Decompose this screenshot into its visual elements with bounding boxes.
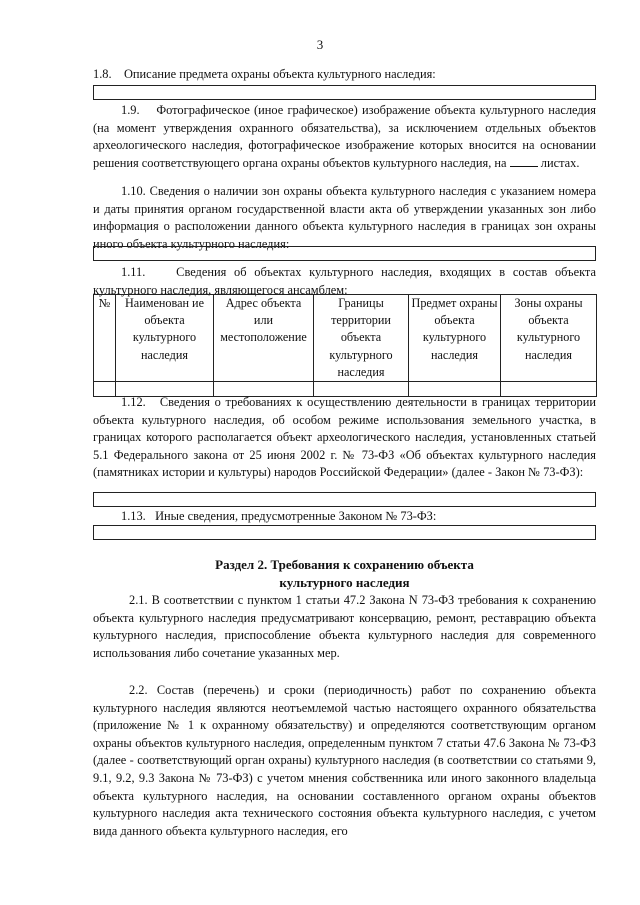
item-1-9-text: [93, 102, 596, 172]
col-header-address: Адрес объекта или местоположение: [214, 295, 314, 382]
col-header-number: №: [94, 295, 116, 382]
col-header-zones: Зоны охраны объекта культурного наследия: [501, 295, 597, 382]
item-1-9-text-b: листах.: [540, 155, 580, 170]
item-1-13-text: 1.13. Иные сведения, предусмотренные Законом № 73-ФЗ:: [121, 509, 437, 523]
item-1-9-text-a: 1.9. Фотографическое (иное графическое) изображение объекта культурного наследия (на момент утверждения охранного обязательства), за исключением отдельных объектов археологического наследия, фотографическое изображение которых вносится на основании решения соответствующего органа охраны объектов культурного наследия, на: [93, 103, 596, 170]
ensemble-objects-table: [93, 294, 597, 397]
item-1-8-text: 1.8. Описание предмета охраны объекта культурного наследия:: [93, 67, 436, 81]
item-1-10-text: 1.10. Сведения о наличии зон охраны объекта культурного наследия с указанием номера и даты принятия органом государственной власти акта об утверждении указанных зон либо информация о расположении данного объекта культурного наследия в границах зон охраны иного объекта культурного наследия:: [93, 184, 596, 251]
table-header-row: [94, 295, 597, 382]
col-header-name: Наименован ие объекта культурного наследия: [116, 295, 214, 382]
item-1-11-text: 1.11. Сведения об объектах культурного наследия, входящих в состав объекта культурного наследия, являющегося ансамблем:: [93, 265, 596, 297]
item-2-1-text: 2.1. В соответствии с пунктом 1 статьи 47.2 Закона N 73-ФЗ требования к сохранению объекта культурного наследия предусматривают консервацию, ремонт, реставрацию объекта культурного наследия, приспособление объекта культурного наследия для современного использования либо сочетание указанных мер.: [93, 593, 596, 660]
page-number: 3: [316, 37, 324, 52]
item-1-12-text: 1.12. Сведения о требованиях к осуществлению деятельности в границах территории объекта культурного наследия, об особом режиме использования земельного участка, в границах которого располагается объект археологического наследия, установленных статьей 5.1 Федерального закона от 25 июня 2002 г. № 73-ФЗ «Об объектах культурного наследия (памятниках истории и культуры) народов Российской Федерации» (далее - Закон № 73-ФЗ):: [93, 395, 596, 480]
item-1-8-field[interactable]: [93, 85, 596, 100]
section-2-title-line-1: Раздел 2. Требования к сохранению объекта: [215, 557, 474, 572]
item-1-10-field[interactable]: [93, 246, 596, 261]
item-1-13-field[interactable]: [93, 525, 596, 540]
item-2-2-text: 2.2. Состав (перечень) и сроки (периодичность) работ по сохранению объекта культурного наследия являются неотъемлемой частью настоящего охранного обязательства (приложение № 1 к охранному обязательству) и определяются соответствующим органом охраны объектов культурного наследия, определенным пунктом 7 статьи 47.6 Закона № 73-ФЗ (далее - соответствующий орган охраны) культурного наследия (в соответствии со статьями 9, 9.1, 9.2, 9.3 Закона № 73-ФЗ) с учетом мнения собственника или иного законного владельца объекта культурного наследия, на основании составленного органом охраны объектов культурного наследия акта технического состояния объекта культурного наследия, с учетом вида данного объекта культурного наследия, его: [93, 683, 596, 838]
sheets-count-blank[interactable]: [510, 155, 538, 167]
col-header-subject: Предмет охраны объекта культурного наследия: [409, 295, 501, 382]
item-1-12-field[interactable]: [93, 492, 596, 507]
col-header-borders: Границы территории объекта культурного наследия: [314, 295, 409, 382]
section-2-title-line-2: культурного наследия: [279, 575, 410, 590]
